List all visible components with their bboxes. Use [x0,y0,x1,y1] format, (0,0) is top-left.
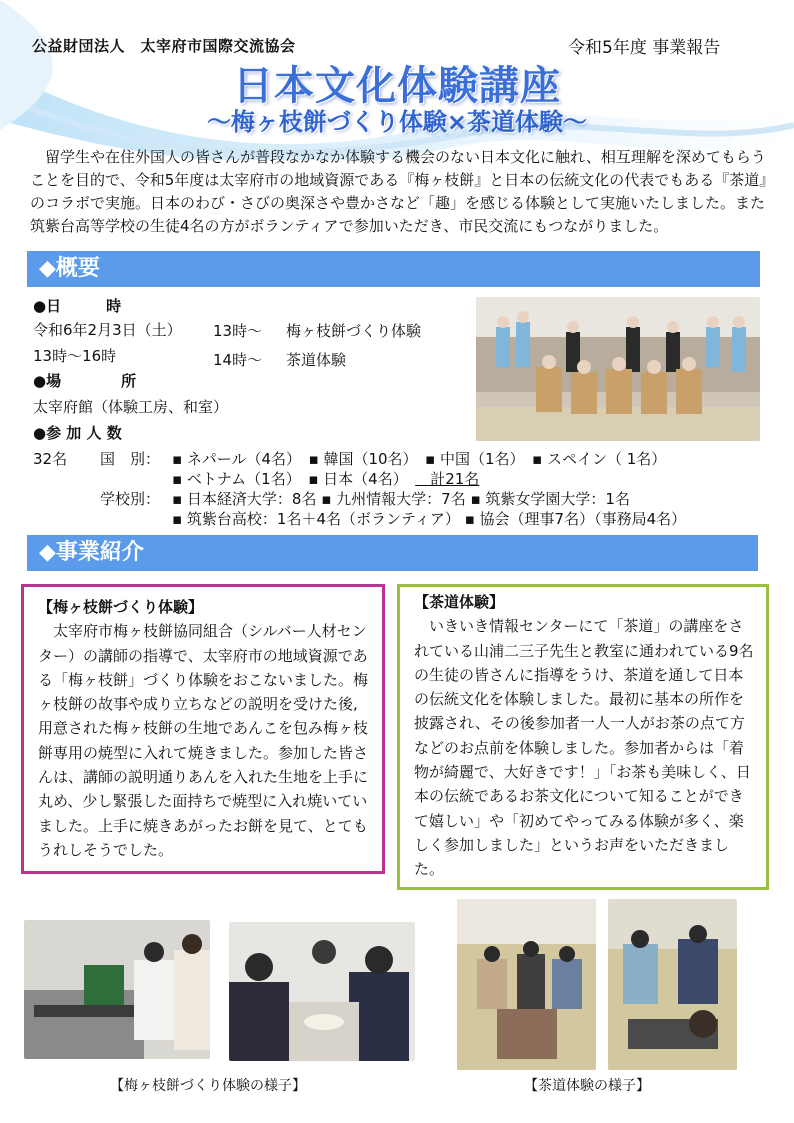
country-line-1: ▪ ネパール（4名） ▪ 韓国（10名） ▪ 中国（1名） ▪ スペイン（ 1名） [172,450,667,468]
intro-paragraph: 留学生や在住外国人の皆さんが普段なかなか体験する機会のない日本文化に触れ、相互理解を深めてもらうことを目的で、令和5年度は太宰府市の地域資源である『梅ヶ枝餅』と日本の伝統文化の代表でもある『茶道』のコラボで実施。日本のわび・さびの奥深さや豊かさなど「趣」を感じる体験として実施いたしました。また筑紫台高等学校の生徒4名の方がボランティアで参加いただき、市民交流にもつながりました。 [30,148,767,235]
country-label: 国 別： [100,450,161,468]
sado-body: いきいき情報センターにて「茶道」の講座をされている山浦二三子先生と教室に通われている9名の生徒の皆さんに指導をうけ、茶道を通して日本の伝統文化を体験しました。最初に基本の所作を披露され、その後参加者一人一人がお茶の点て方などのお点前を体験しました。参加者からは「着物が綺麗で、大好きです！」「お茶も美味しく、日本の伝統であるお茶文化について知ることができて嬉しい」や「初めてやってみる体験が多く、楽しく参加しました」というお声をいただきました。 [414,617,754,879]
country-line-2: ▪ ベトナム（1名） ▪ 日本（4名） [172,470,416,488]
country-line-2-wrap [172,468,479,489]
country-total: 計21名 [415,470,480,488]
umegae-photo-2 [229,922,415,1061]
place-value: 太宰府館（体験工房、和室） [33,398,229,416]
sado-photo-1 [457,899,596,1070]
schedule-time-2: 14時～ [213,351,263,369]
report-label: 令和5年度 事業報告 [568,38,721,58]
place-label: ●場 所 [33,372,137,390]
participants-label: ●参 加 人 数 [33,424,122,442]
school-label: 学校別： [100,490,161,508]
umegae-body: 太宰府市梅ヶ枝餅協同組合（シルバー人材センター）の講師の指導で、太宰府市の地域資源である「梅ヶ枝餅」づくり体験をおこないました。梅ヶ枝餅の故事や成り立ちなどの説明を受けた後,用意された梅ヶ枝餅の生地であんこを包み梅ヶ枝餅専用の焼型に入れて焼きました。参加した皆さんは、講師の説明通りあんを入れた生地を上手に丸め、少し緊張した面持ちで焼型に入れ焼いていました。上手に焼きあがったお餅を見て、とてもうれしそうでした。 [38,622,369,859]
sado-caption: 【茶道体験の様子】 [524,1078,650,1094]
participants-total: 32名 [33,450,68,468]
school-line-2: ▪ 筑紫台高校：1名＋4名（ボランティア） ▪ 協会（理事7名）（事務局4名） [172,510,687,528]
umegae-photo-1 [24,920,210,1059]
sado-photo-2 [608,899,737,1070]
umegae-title: 【梅ヶ枝餅づくり体験】 [38,598,204,616]
date-label: ●日 時 [33,297,122,315]
schedule-activity-2: 茶道体験 [286,351,347,369]
page-title: 日本文化体験講座 [233,63,561,109]
sado-section [397,584,769,890]
sado-title: 【茶道体験】 [414,593,505,611]
schedule-activity-1: 梅ヶ枝餅づくり体験 [286,322,422,340]
overview-heading: ◆概要 [27,251,760,287]
umegae-caption: 【梅ヶ枝餅づくり体験の様子】 [110,1078,306,1094]
umegae-section [21,584,385,874]
time-range: 13時～16時 [33,347,117,365]
date-value: 令和6年2月3日（土） [33,321,182,339]
group-photo [476,297,760,441]
schedule-time-1: 13時～ [213,322,263,340]
page-subtitle: ～梅ヶ枝餅づくり体験×茶道体験～ [206,108,588,136]
organization-name: 公益財団法人 太宰府市国際交流協会 [32,37,296,55]
school-line-1: ▪ 日本経済大学：8名 ▪ 九州情報大学：7名 ▪ 筑紫女学園大学：1名 [172,490,630,508]
business-heading: ◆事業紹介 [27,535,758,571]
